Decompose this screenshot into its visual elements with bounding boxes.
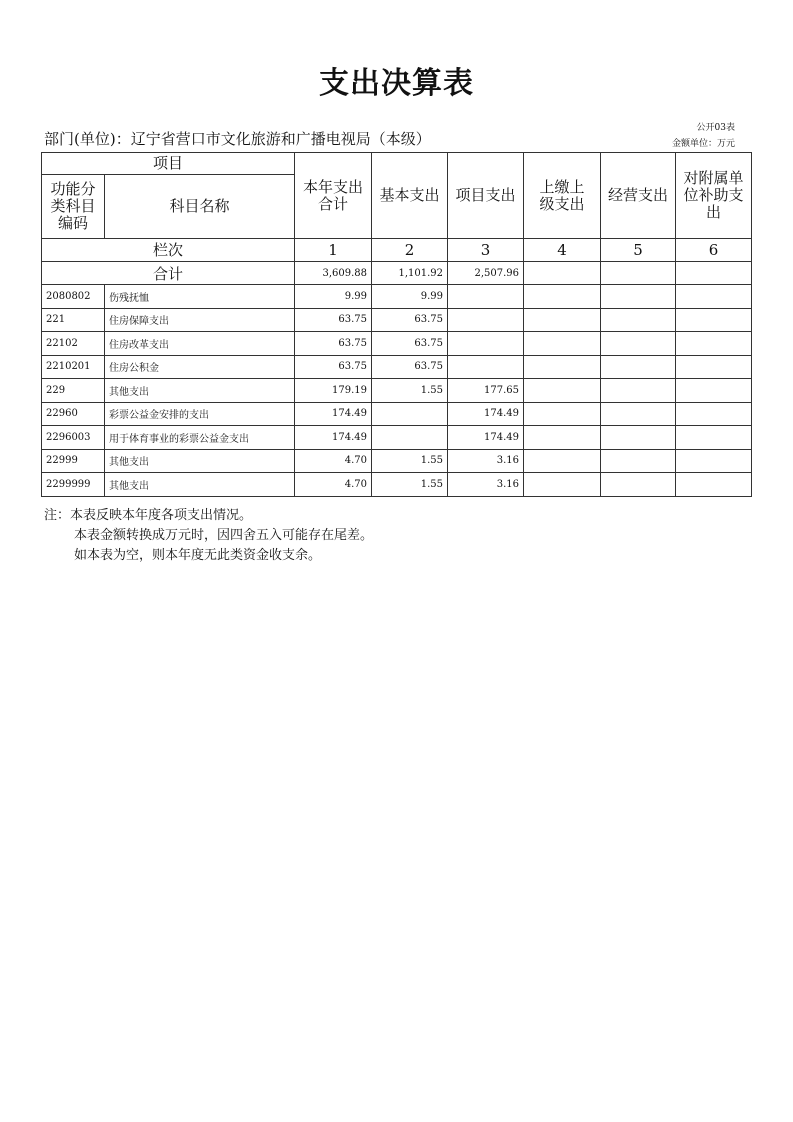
total-basic: 1,101.92	[372, 262, 448, 285]
row-code: 2296003	[42, 426, 105, 450]
row-subsidy	[676, 449, 752, 473]
row-code: 2299999	[42, 473, 105, 497]
row-upper	[524, 332, 601, 356]
row-name: 伤残抚恤	[105, 285, 295, 309]
row-basic	[372, 426, 448, 450]
row-upper	[524, 285, 601, 309]
row-code: 221	[42, 308, 105, 332]
col-num: 1	[295, 239, 372, 262]
row-project: 174.49	[448, 426, 524, 450]
row-basic: 1.55	[372, 379, 448, 403]
header-total: 本年支出合计	[295, 153, 372, 239]
row-business	[601, 449, 676, 473]
row-code: 2210201	[42, 355, 105, 379]
expenditure-table	[41, 152, 752, 497]
row-basic: 63.75	[372, 355, 448, 379]
row-basic: 1.55	[372, 449, 448, 473]
row-project	[448, 285, 524, 309]
row-upper	[524, 473, 601, 497]
row-upper	[524, 426, 601, 450]
row-upper	[524, 402, 601, 426]
row-project: 174.49	[448, 402, 524, 426]
row-upper	[524, 379, 601, 403]
row-total: 63.75	[295, 332, 372, 356]
row-subsidy	[676, 355, 752, 379]
note-line: 本表金额转换成万元时，因四舍五入可能存在尾差。	[74, 528, 374, 543]
row-basic: 63.75	[372, 332, 448, 356]
unit-label: 金额单位：万元	[671, 139, 735, 149]
header-item: 项目	[42, 153, 295, 175]
department-label: 部门(单位)：辽宁省营口市文化旅游和广播电视局（本级）	[44, 130, 431, 148]
row-business	[601, 308, 676, 332]
total-project: 2,507.96	[448, 262, 524, 285]
table-row	[42, 379, 752, 403]
row-name: 住房公积金	[105, 355, 295, 379]
row-name: 其他支出	[105, 379, 295, 403]
row-name: 用于体育事业的彩票公益金支出	[105, 426, 295, 450]
total-row-label: 合计	[42, 262, 295, 285]
row-code: 22999	[42, 449, 105, 473]
row-code: 229	[42, 379, 105, 403]
table-row	[42, 285, 752, 309]
row-name: 住房保障支出	[105, 308, 295, 332]
row-project	[448, 355, 524, 379]
row-total: 63.75	[295, 308, 372, 332]
row-subsidy	[676, 473, 752, 497]
row-subsidy	[676, 285, 752, 309]
row-project	[448, 332, 524, 356]
row-total: 63.75	[295, 355, 372, 379]
header-subject-name: 科目名称	[105, 175, 295, 239]
table-row	[42, 355, 752, 379]
row-name: 住房改革支出	[105, 332, 295, 356]
row-basic: 63.75	[372, 308, 448, 332]
total-business	[601, 262, 676, 285]
header-upper: 上缴上级支出	[524, 153, 601, 239]
row-total: 9.99	[295, 285, 372, 309]
row-business	[601, 402, 676, 426]
row-total: 4.70	[295, 449, 372, 473]
notes	[44, 506, 373, 566]
row-total: 4.70	[295, 473, 372, 497]
row-subsidy	[676, 402, 752, 426]
row-upper	[524, 449, 601, 473]
table-row	[42, 449, 752, 473]
row-business	[601, 426, 676, 450]
row-code: 2080802	[42, 285, 105, 309]
col-num: 2	[372, 239, 448, 262]
total-total: 3,609.88	[295, 262, 372, 285]
row-upper	[524, 355, 601, 379]
row-subsidy	[676, 332, 752, 356]
row-business	[601, 379, 676, 403]
header-basic: 基本支出	[372, 153, 448, 239]
row-total: 179.19	[295, 379, 372, 403]
row-basic: 1.55	[372, 473, 448, 497]
table-row	[42, 402, 752, 426]
row-project	[448, 308, 524, 332]
row-project: 177.65	[448, 379, 524, 403]
row-name: 其他支出	[105, 473, 295, 497]
row-subsidy	[676, 379, 752, 403]
row-total: 174.49	[295, 426, 372, 450]
form-number: 公开03表	[696, 123, 735, 133]
row-code: 22960	[42, 402, 105, 426]
col-num: 6	[676, 239, 752, 262]
note-line: 注：本表反映本年度各项支出情况。	[44, 508, 253, 523]
row-upper	[524, 308, 601, 332]
row-subsidy	[676, 308, 752, 332]
total-subsidy	[676, 262, 752, 285]
row-name: 彩票公益金安排的支出	[105, 402, 295, 426]
col-num: 4	[524, 239, 601, 262]
row-total: 174.49	[295, 402, 372, 426]
row-business	[601, 355, 676, 379]
row-basic	[372, 402, 448, 426]
row-code: 22102	[42, 332, 105, 356]
columns-row-label: 栏次	[42, 239, 295, 262]
row-name: 其他支出	[105, 449, 295, 473]
row-business	[601, 332, 676, 356]
header-business: 经营支出	[601, 153, 676, 239]
row-business	[601, 473, 676, 497]
page-title: 支出决算表	[319, 66, 474, 101]
row-project: 3.16	[448, 449, 524, 473]
note-line: 如本表为空，则本年度无此类资金收支余。	[74, 548, 322, 563]
header-func-code: 功能分类科目编码	[42, 175, 105, 239]
table-row	[42, 426, 752, 450]
col-num: 3	[448, 239, 524, 262]
total-upper	[524, 262, 601, 285]
header-subsidy: 对附属单位补助支出	[676, 153, 752, 239]
header-project: 项目支出	[448, 153, 524, 239]
table-row	[42, 308, 752, 332]
col-num: 5	[601, 239, 676, 262]
table-row	[42, 473, 752, 497]
table-row	[42, 332, 752, 356]
row-project: 3.16	[448, 473, 524, 497]
row-basic: 9.99	[372, 285, 448, 309]
row-subsidy	[676, 426, 752, 450]
row-business	[601, 285, 676, 309]
